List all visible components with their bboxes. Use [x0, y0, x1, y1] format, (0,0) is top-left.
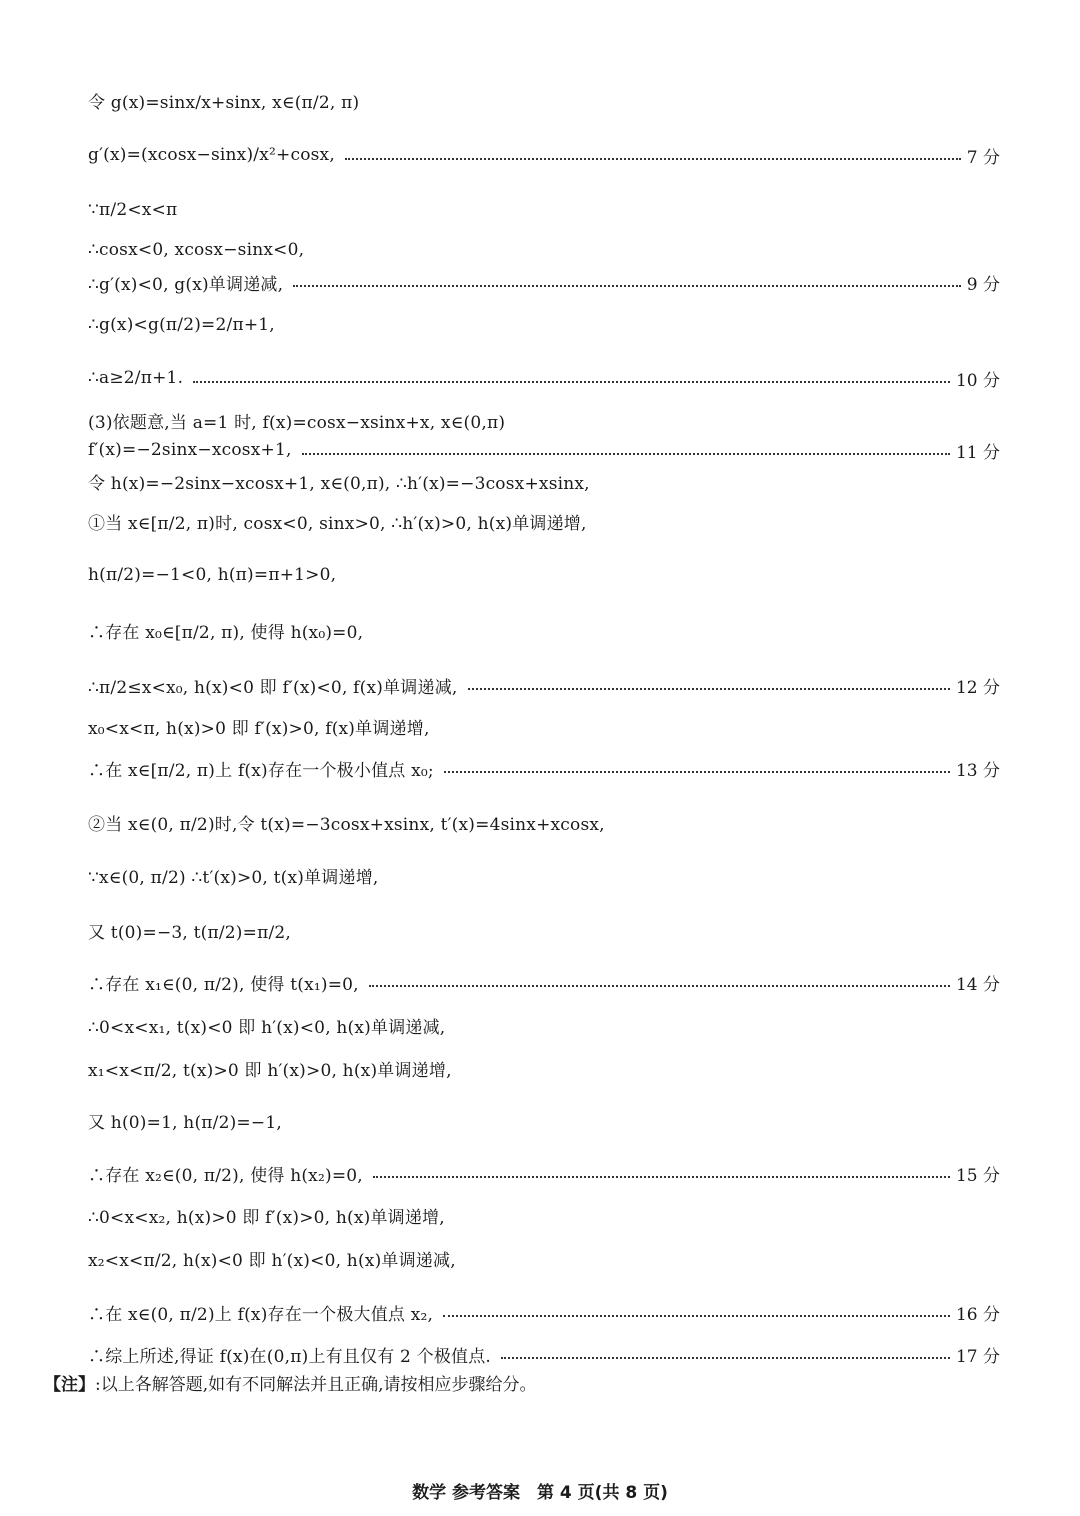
- solution-line-text: ∴存在 x₁∈(0, π/2), 使得 t(x₁)=0,: [88, 974, 359, 995]
- solution-line: [88, 743, 1000, 793]
- solution-line-text: ∴g(x)<g(π/2)=2/π+1,: [88, 315, 275, 335]
- score-label: 10 分: [955, 370, 1000, 391]
- solution-line-text: ∴0<x<x₁, t(x)<0 即 h′(x)<0, h(x)单调递减,: [88, 1017, 446, 1038]
- solution-line-text: ∴a≥2/π+1.: [88, 368, 184, 388]
- dot-leader: [193, 381, 950, 383]
- score-label: 7 分: [966, 147, 1000, 168]
- solution-line: [88, 605, 1000, 655]
- dot-leader: [302, 453, 950, 455]
- solution-line-text: ∴g′(x)<0, g(x)单调递减,: [88, 274, 284, 295]
- score-label: 9 分: [966, 274, 1000, 295]
- solution-line: [88, 1233, 1000, 1283]
- solution-line-text: ∴存在 x₂∈(0, π/2), 使得 h(x₂)=0,: [88, 1165, 363, 1186]
- solution-line-text: h(π/2)=−1<0, h(π)=π+1>0,: [88, 565, 337, 585]
- note-text: :以上各解答题,如有不同解法并且正确,请按相应步骤给分。: [95, 1375, 537, 1395]
- solution-line-text: ∴综上所述,得证 f(x)在(0,π)上有且仅有 2 个极值点.: [88, 1346, 492, 1367]
- solution-line-text: x₀<x<π, h(x)>0 即 f′(x)>0, f(x)单调递增,: [88, 718, 430, 739]
- dot-leader: [293, 285, 961, 287]
- score-label: 12 分: [955, 677, 1000, 698]
- score-label: 17 分: [955, 1346, 1000, 1367]
- dot-leader: [468, 688, 950, 690]
- solution-line: [88, 1043, 1000, 1093]
- solution-line-text: (3)依题意,当 a=1 时, f(x)=cosx−xsinx+x, x∈(0,π): [88, 412, 506, 433]
- solution-line-text: g′(x)=(xcosx−sinx)/x²+cosx,: [88, 145, 335, 165]
- score-label: 16 分: [955, 1304, 1000, 1325]
- dot-leader: [369, 985, 950, 987]
- solution-line-text: ∴存在 x₀∈[π/2, π), 使得 h(x₀)=0,: [88, 622, 364, 643]
- solution-line-text: ∴0<x<x₂, h(x)>0 即 f′(x)>0, h(x)单调递增,: [88, 1207, 445, 1228]
- dot-leader: [444, 771, 950, 773]
- solution-line-text: ∴在 x∈(0, π/2)上 f(x)存在一个极大值点 x₂,: [88, 1304, 434, 1325]
- solution-line-text: x₂<x<π/2, h(x)<0 即 h′(x)<0, h(x)单调递减,: [88, 1250, 456, 1271]
- score-label: 13 分: [955, 760, 1000, 781]
- page-footer: 数学 参考答案 第 4 页(共 8 页): [412, 1483, 668, 1503]
- solution-line: [88, 550, 1000, 600]
- solution-line-text: ∴π/2≤x<x₀, h(x)<0 即 f′(x)<0, f(x)单调递减,: [88, 677, 458, 698]
- solution-line-text: 又 t(0)=−3, t(π/2)=π/2,: [88, 922, 292, 943]
- solution-line-text: ∵x∈(0, π/2) ∴t′(x)>0, t(x)单调递增,: [88, 867, 379, 888]
- solution-line-text: ①当 x∈[π/2, π)时, cosx<0, sinx>0, ∴h′(x)>0, h(x)单调递增,: [88, 513, 587, 534]
- solution-line: [88, 130, 1000, 180]
- note-label: 【注】: [44, 1375, 95, 1395]
- dot-leader: [373, 1176, 950, 1178]
- dot-leader: [443, 1315, 950, 1317]
- solution-line-text: 令 h(x)=−2sinx−xcosx+1, x∈(0,π), ∴h′(x)=−3cosx+xsinx,: [88, 473, 590, 494]
- solution-line-text: ②当 x∈(0, π/2)时,令 t(x)=−3cosx+xsinx, t′(x)=4sinx+xcosx,: [88, 814, 605, 835]
- solution-line: [88, 75, 1000, 125]
- dot-leader: [501, 1357, 950, 1359]
- solution-line: [88, 1095, 1000, 1145]
- grading-note: [44, 1370, 537, 1395]
- solution-line-text: 又 h(0)=1, h(π/2)=−1,: [88, 1112, 282, 1133]
- solution-line-text: 令 g(x)=sinx/x+sinx, x∈(π/2, π): [88, 92, 360, 113]
- solution-line-text: ∴在 x∈[π/2, π)上 f(x)存在一个极小值点 x₀;: [88, 760, 434, 781]
- solution-line: [88, 905, 1000, 955]
- solution-line-text: ∴cosx<0, xcosx−sinx<0,: [88, 240, 305, 260]
- score-label: 14 分: [955, 974, 1000, 995]
- dot-leader: [345, 158, 961, 160]
- solution-line: [88, 797, 1000, 847]
- solution-line-text: x₁<x<π/2, t(x)>0 即 h′(x)>0, h(x)单调递增,: [88, 1060, 452, 1081]
- solution-line-text: ∵π/2<x<π: [88, 200, 178, 220]
- solution-line: [88, 850, 1000, 900]
- score-label: 15 分: [955, 1165, 1000, 1186]
- solution-line-text: f′(x)=−2sinx−xcosx+1,: [88, 440, 292, 460]
- solution-line: [88, 300, 1000, 350]
- solution-line: [88, 496, 1000, 546]
- score-label: 11 分: [955, 442, 1000, 463]
